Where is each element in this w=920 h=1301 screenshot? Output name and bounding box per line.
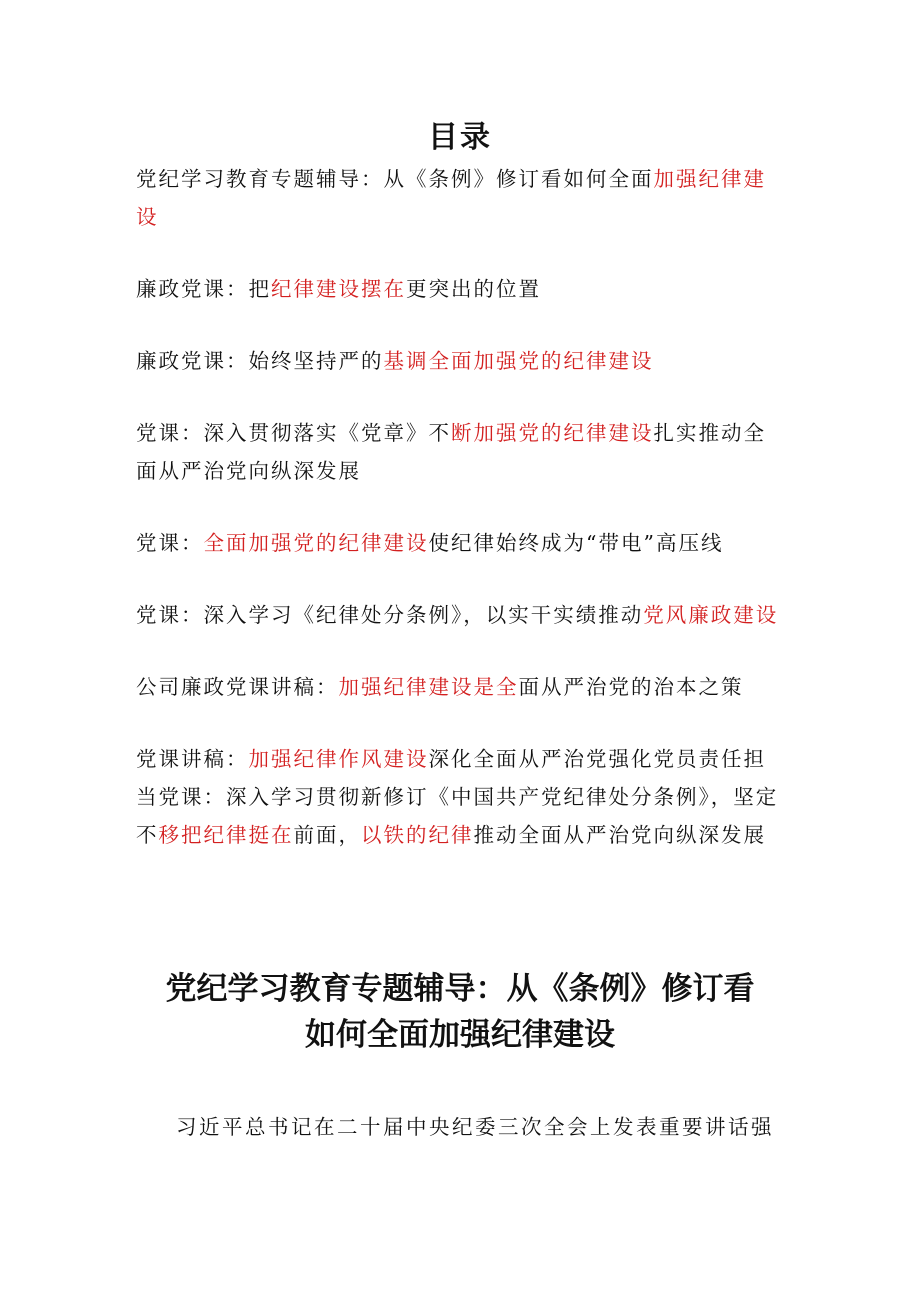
toc-entry-text: 党课讲稿： [136,747,249,771]
toc-entry-text: 推动全面从严治党向纵深发展 [473,823,766,847]
toc-entry-highlight: 加强纪律作风建设 [248,747,429,771]
toc-entry-highlight: 全面加强党的纪律建设 [203,531,429,555]
toc-entry[interactable] [136,414,788,490]
toc-entry[interactable] [136,160,788,236]
toc-entry-highlight: 以铁的纪律 [361,823,474,847]
toc-entry-text: 公司廉政党课讲稿： [136,675,339,699]
toc-entry[interactable] [136,740,788,854]
section-heading [0,966,920,1058]
toc-entry-text: 更突出的位置 [406,277,541,301]
toc-entry-highlight: 加强纪律建设是全 [338,675,519,699]
toc-entry[interactable] [136,270,788,308]
toc-entry[interactable] [136,342,788,380]
toc-entry-text: 前面， [293,823,361,847]
toc-entry[interactable] [136,524,788,562]
toc-entry-text: 廉政党课：始终坚持严的 [136,349,384,373]
toc-entry[interactable] [136,596,788,634]
toc-entry-highlight: 党风廉政建设 [643,603,779,627]
toc-entry-text: 党课： [136,531,204,555]
section-heading-line-2: 如何全面加强纪律建设 [305,1017,615,1053]
toc-entry[interactable] [136,668,788,706]
section-heading-line-1: 党纪学习教育专题辅导：从《条例》修订看 [165,971,755,1007]
toc-entry-text: 党纪学习教育专题辅导：从《条例》修订看如何全面 [136,167,654,191]
toc-entry-text: 扎实推动全面从严治党向纵深发展 [136,421,766,483]
toc-entry-highlight: 断加强党的纪律建设 [451,421,654,445]
toc-entry-text: 深化全面从严治党强化党员责任担当党课：深入学习贯彻新修订《中国共产党纪律处分条例》，坚定不 [136,747,779,847]
toc-entry-text: 使纪律始终成为“带电”高压线 [428,531,724,555]
toc-entry-highlight: 纪律建设摆在 [271,277,406,301]
table-of-contents [136,160,788,854]
toc-entry-text: 党课：深入贯彻落实《党章》不 [136,421,451,445]
toc-entry-highlight: 移把纪律挺在 [158,823,294,847]
toc-entry-highlight: 基调全面加强党的纪律建设 [383,349,654,373]
body-paragraph: 习近平总书记在二十届中央纪委三次全会上发表重要讲话强 [176,1115,774,1139]
toc-entry-text: 党课：深入学习《纪律处分条例》，以实干实绩推动 [136,603,644,627]
toc-title: 目录 [428,120,492,155]
toc-entry-highlight: 加强纪律建设 [136,167,766,229]
toc-entry-text: 廉政党课：把 [136,277,271,301]
toc-entry-text: 面从严治党的治本之策 [518,675,744,699]
